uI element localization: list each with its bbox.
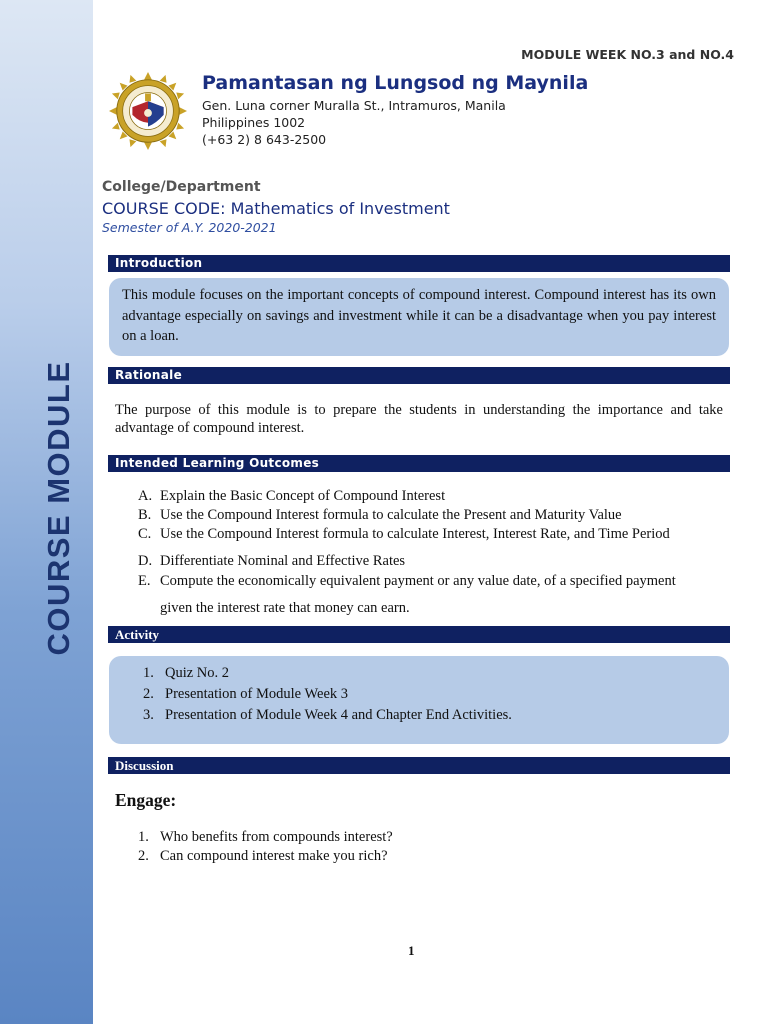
rationale-text: The purpose of this module is to prepare the students in understanding the importance and take advantage of compound interest. xyxy=(115,402,723,436)
introduction-heading: Introduction xyxy=(108,255,730,272)
list-item-text: Explain the Basic Concept of Compound Interest xyxy=(160,488,446,504)
list-item-text: Compute the economically equivalent payment or any value date, of a specified payment xyxy=(160,573,676,589)
college-department: College/Department xyxy=(102,179,261,195)
course-code xyxy=(102,199,450,218)
list-marker: E. xyxy=(138,573,151,589)
list-marker: 1. xyxy=(138,829,149,845)
address-line-2: Philippines 1002 xyxy=(202,115,306,130)
page-number: 1 xyxy=(408,943,415,958)
list-marker: 2. xyxy=(138,848,149,864)
outcomes-heading: Intended Learning Outcomes xyxy=(108,455,730,472)
semester: Semester of A.Y. 2020-2021 xyxy=(102,220,277,235)
activity-box xyxy=(109,656,729,744)
list-marker: A. xyxy=(138,488,153,504)
module-week-label: MODULE WEEK NO.3 and NO.4 xyxy=(521,47,734,62)
engage-title: Engage: xyxy=(115,790,177,810)
sidebar-band xyxy=(0,0,93,1024)
list-item-text: Use the Compound Interest formula to calculate the Present and Maturity Value xyxy=(160,507,622,523)
list-marker: 1. xyxy=(143,665,154,681)
list-item-text: Who benefits from compounds interest? xyxy=(160,829,393,845)
discussion-heading: Discussion xyxy=(108,757,730,774)
list-item-text: Differentiate Nominal and Effective Rates xyxy=(160,553,406,569)
list-marker: B. xyxy=(138,507,152,523)
list-item-text: Use the Compound Interest formula to calculate Interest, Interest Rate, and Time Period xyxy=(160,526,670,542)
course-code-label: COURSE CODE: xyxy=(102,199,231,218)
list-item-text: Quiz No. 2 xyxy=(165,665,230,681)
university-seal-logo xyxy=(109,72,187,150)
course-code-value: Mathematics of Investment xyxy=(230,199,450,218)
rationale-heading: Rationale xyxy=(108,367,730,384)
university-name: Pamantasan ng Lungsod ng Maynila xyxy=(202,72,589,94)
activity-heading: Activity xyxy=(108,626,730,643)
list-marker: 2. xyxy=(143,686,154,702)
address-line-1: Gen. Luna corner Muralla St., Intramuros, Manila xyxy=(202,98,506,113)
sidebar-title: COURSE MODULE xyxy=(41,360,76,656)
list-item-text: Can compound interest make you rich? xyxy=(160,848,388,864)
list-item-text: Presentation of Module Week 3 xyxy=(165,686,348,702)
phone-number: (+63 2) 8 643-2500 xyxy=(202,132,327,147)
list-item-text: Presentation of Module Week 4 and Chapter End Activities. xyxy=(165,707,512,723)
list-marker: D. xyxy=(138,553,153,569)
introduction-box xyxy=(109,278,729,356)
list-marker: C. xyxy=(138,526,152,542)
introduction-text: This module focuses on the important concepts of compound interest. Compound interest has its own advantage especially on savings and investment while it can be a disadvantage when you pay interest on a loan. xyxy=(122,287,716,344)
list-marker: 3. xyxy=(143,707,154,723)
list-item-continuation: given the interest rate that money can earn. xyxy=(160,600,410,616)
